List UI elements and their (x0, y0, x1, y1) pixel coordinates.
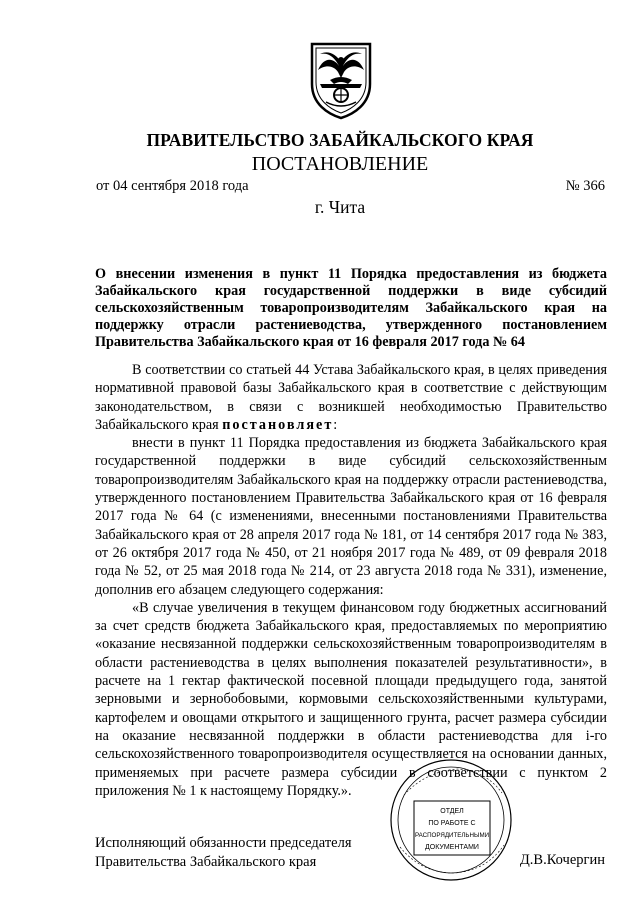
document-type: ПОСТАНОВЛЕНИЕ (251, 153, 429, 175)
preamble-text: В соответствии со статьей 44 Устава Забайкальского края, в целях приведения нормативной правовой базы Забайкальского края в соответствие с действующим законодательством, в связи с возникшей необходимостью Правительство Забайкальского края (95, 362, 607, 433)
coat-of-arms-emblem (308, 40, 374, 120)
body-paragraph-preamble (95, 361, 607, 434)
document-date: от 04 сентября 2018 года (96, 178, 249, 194)
department-stamp (386, 755, 516, 885)
resolves-word: постановляет (222, 416, 334, 433)
stamp-line-4: ДОКУМЕНТАМИ (425, 844, 479, 851)
signatory-position (95, 834, 352, 871)
body-paragraph-amendment: внести в пункт 11 Порядка предоставления из бюджета Забайкальского края государственной поддержки в виде субсидий сельскохозяйственным товаропроизводителям Забайкальского края на поддержку отрасли растениеводства, утвержденного постановлением Правительства Забайкальского края от 16 февраля 2017 года № 64 (с изменениями, внесенными постановлениями Правительства Забайкальского края от 28 апреля 2017 года № 181, от 14 сентября 2017 года № 383, от 26 октября 2017 года № 450, от 21 ноября 2017 года № 489, от 09 февраля 2018 года № 52, от 25 мая 2018 года № 214, от 23 августа 2018 года № 331), изменение, дополнив его абзацем следующего содержания: (95, 435, 607, 598)
preamble-colon: : (333, 416, 338, 433)
stamp-line-2: ПО РАБОТЕ С (428, 820, 476, 827)
signatory-name: Д.В.Кочергин (519, 852, 605, 868)
stamp-line-3: РАСПОРЯДИТЕЛЬНЫМИ (414, 832, 490, 839)
document-city: г. Чита (314, 197, 366, 217)
body-paragraph-new-text: «В случае увеличения в текущем финансовом году бюджетных ассигнований за счет средств бюджета Забайкальского края, предоставляемых по мероприятию «оказание несвязанной поддержки сельскохозяйственным товаропроизводителям в области растениеводства в целях выполнения показателей результативности», в расчете на 1 гектар фактической посевной площади предыдущего года, занятой зерновыми и зернобобовыми, кормовыми сельскохозяйственными культурами, картофелем и овощами открытого и защищенного грунта, расчет размера субсидии на оказание несвязанной поддержки в области растениеводства для i-го сельскохозяйственного товаропроизводителя осуществляется на основании данных, применяемых при расчете размера субсидии в соответствии с пунктом 2 приложения № 1 к настоящему Порядку.». (95, 599, 607, 799)
document-body (95, 361, 607, 800)
signatory-position-line2: Правительства Забайкальского края (95, 853, 317, 870)
stamp-line-1: ОТДЕЛ (440, 808, 464, 815)
organization-title: ПРАВИТЕЛЬСТВО ЗАБАЙКАЛЬСКОГО КРАЯ (146, 130, 534, 150)
document-subject: О внесении изменения в пункт 11 Порядка предоставления из бюджета Забайкальского края государственной поддержки в виде субсидий сельскохозяйственным товаропроизводителям Забайкальского края на поддержку отрасли растениеводства, утвержденного постановлением Правительства Забайкальского края от 16 февраля 2017 года № 64 (95, 266, 607, 350)
signatory-position-line1: Исполняющий обязанности председателя (95, 835, 352, 851)
document-number: № 366 (565, 178, 605, 194)
